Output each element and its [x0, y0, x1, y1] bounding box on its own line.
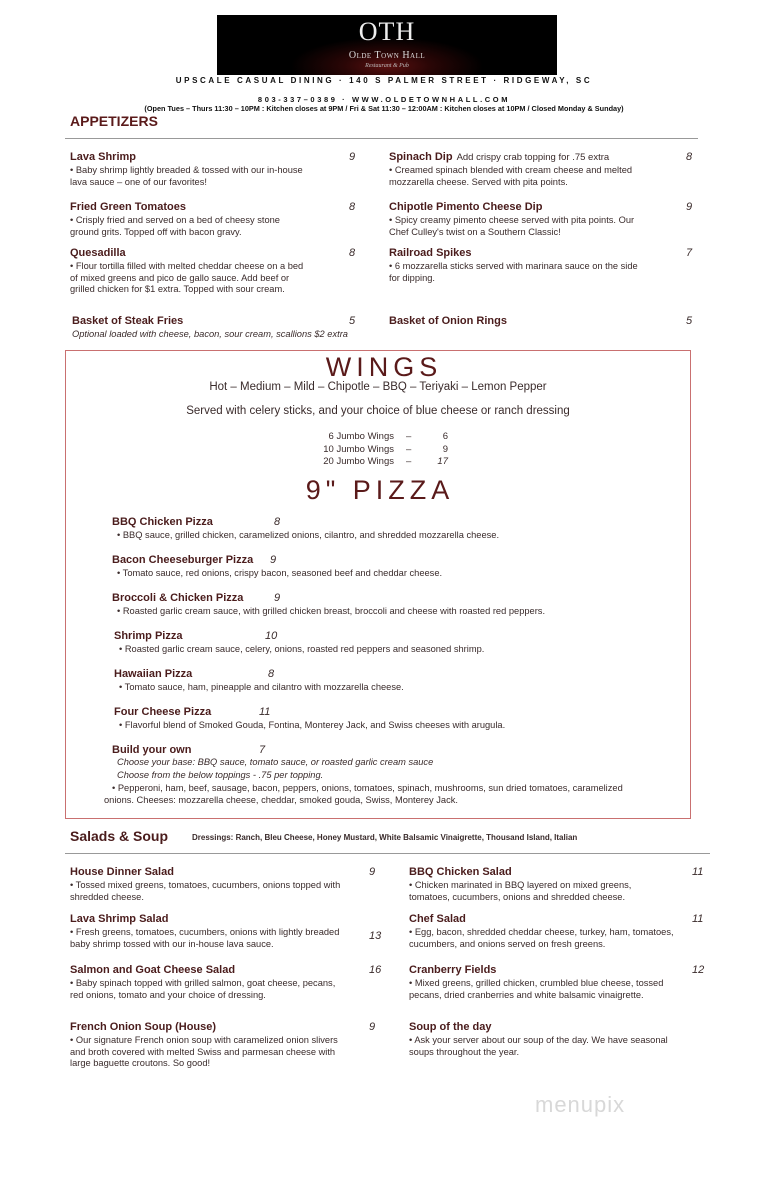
item-name	[70, 151, 310, 163]
item-price: 5	[349, 315, 356, 327]
item-description: • Chicken marinated in BBQ layered on mixed greens, tomatoes, cucumbers, onions and shredded cheese.	[409, 880, 632, 902]
pizza-description: • Pepperoni, ham, beef, sausage, bacon, peppers, onions, tomatoes, spinach, mushrooms, sun dried tomatoes, caramelized onions. Cheeses: mozzarella cheese, cheddar, smoked gouda, Swiss, Monterey Jack.	[104, 783, 623, 805]
item-price: 11	[692, 866, 704, 878]
item-name-text: Fried Green Tomatoes	[70, 201, 186, 213]
wing-size-dash: –	[406, 456, 412, 467]
pizza-price: 10	[265, 630, 278, 642]
menu-item	[70, 913, 345, 950]
item-name-text: French Onion Soup (House)	[70, 1021, 217, 1033]
wing-size-dash: –	[406, 431, 412, 442]
item-price: 8	[686, 151, 693, 163]
pizza-name: Bacon Cheeseburger Pizza	[112, 554, 254, 566]
item-name	[70, 913, 345, 925]
watermark: menupix	[535, 1092, 626, 1117]
item-description: • Flour tortilla filled with melted cheddar cheese on a bed of mixed greens and pico de gallo sauce. Add beef or grilled chicken for $1 extra. Topped with sour cream.	[70, 261, 304, 294]
pizza-item	[114, 706, 654, 732]
item-name-text: Lava Shrimp Salad	[70, 913, 169, 925]
pizza-name: Four Cheese Pizza	[114, 706, 212, 718]
item-name-text: Quesadilla	[70, 247, 126, 259]
item-description: • Tossed mixed greens, tomatoes, cucumbers, onions topped with shredded cheese.	[70, 880, 341, 902]
item-price: 9	[349, 151, 356, 163]
item-description: • Ask your server about our soup of the day. We have seasonal soups throughout the year.	[409, 1035, 668, 1057]
divider	[65, 138, 698, 139]
item-description: • Mixed greens, grilled chicken, crumbled blue cheese, tossed pecans, dried cranberries and white balsamic vinaigrette.	[409, 978, 664, 1000]
menu-item	[389, 151, 649, 188]
menu-item	[409, 1021, 674, 1058]
item-price: 9	[369, 866, 376, 878]
pizza-name: Shrimp Pizza	[114, 630, 183, 642]
item-name	[409, 913, 674, 925]
logo-name: Olde Town Hall	[348, 50, 426, 61]
pizza-item	[112, 592, 652, 618]
menu-item	[389, 201, 649, 238]
contact-line: 803-337–0389 · WWW.OLDETOWNHALL.COM	[257, 95, 511, 104]
item-name-text: Soup of the day	[409, 1021, 492, 1033]
wing-flavors: Hot – Medium – Mild – Chipotle – BBQ – Teriyaki – Lemon Pepper	[209, 381, 547, 393]
item-name-text: Basket of Onion Rings	[389, 315, 507, 327]
pizza-toppings-note: Choose from the below toppings - .75 per topping.	[117, 769, 324, 780]
pizza-price: 9	[270, 554, 277, 566]
salads-heading: Salads & Soup	[70, 828, 169, 844]
wing-size-label: 20 Jumbo Wings	[323, 456, 394, 467]
item-price: 9	[686, 201, 693, 213]
menu-item	[70, 1021, 345, 1070]
item-description: Optional loaded with cheese, bacon, sour cream, scallions $2 extra	[72, 329, 348, 339]
item-description: • Baby spinach topped with grilled salmon, goat cheese, pecans, red onions, tomato and your choice of dressing.	[70, 978, 336, 1000]
item-description: • Egg, bacon, shredded cheddar cheese, turkey, ham, tomatoes, cucumbers, and onions served on fresh greens.	[409, 927, 674, 949]
item-name	[70, 866, 345, 878]
item-name	[409, 866, 674, 878]
item-price: 11	[692, 913, 704, 925]
pizza-description: • Tomato sauce, ham, pineapple and cilantro with mozzarella cheese.	[119, 682, 404, 692]
wing-size-dash: –	[406, 443, 412, 455]
wing-size-label: 10 Jumbo Wings	[323, 443, 394, 455]
item-name	[389, 201, 649, 213]
item-name	[70, 201, 310, 213]
logo-mark: OTH	[358, 17, 416, 46]
pizza-description: • Roasted garlic cream sauce, celery, onions, roasted red peppers and seasoned shrimp.	[119, 644, 485, 654]
wing-size-price: 9	[442, 443, 448, 455]
pizza-heading: 9" PIZZA	[305, 475, 455, 505]
item-name	[70, 964, 345, 976]
item-price: 8	[349, 247, 356, 259]
pizza-name: Hawaiian Pizza	[114, 668, 193, 680]
menu-item	[70, 866, 345, 903]
item-name-text: Spinach Dip	[389, 151, 453, 163]
menu-item	[409, 866, 674, 903]
pizza-description: • Tomato sauce, red onions, crispy bacon, seasoned beef and cheddar cheese.	[117, 568, 443, 578]
logo-subtitle: Restaurant & Pub	[365, 63, 409, 69]
menu-item	[70, 151, 310, 188]
item-description: • Baby shrimp lightly breaded & tossed with our in-house lava sauce – one of our favorites!	[70, 165, 303, 187]
pizza-item	[104, 744, 652, 806]
pizza-price: 9	[274, 592, 281, 604]
item-name-text: Basket of Steak Fries	[72, 315, 184, 327]
item-description: • Fresh greens, tomatoes, cucumbers, onions with lightly breaded baby shrimp tossed with our in-house lava sauce.	[70, 927, 340, 949]
item-name	[409, 964, 674, 976]
pizza-description: • Flavorful blend of Smoked Gouda, Fontina, Monterey Jack, and Swiss cheeses with arugula.	[119, 720, 506, 730]
item-name-text: Lava Shrimp	[70, 151, 137, 163]
pizza-price: 7	[259, 744, 266, 756]
hours-line: (Open Tues – Thurs 11:30 – 10PM : Kitchen closes at 9PM / Fri & Sat 11:30 – 12:00AM : Kitchen closes at 10PM / Closed Monday & Sunday)	[144, 104, 624, 113]
pizza-name: Broccoli & Chicken Pizza	[112, 592, 244, 604]
item-description: • Spicy creamy pimento cheese served with pita points. Our Chef Culley's twist on a Southern Classic!	[389, 215, 635, 237]
pizza-description: • Roasted garlic cream sauce, with grilled chicken breast, broccoli and cheese with roasted red peppers.	[117, 606, 546, 616]
item-description: • 6 mozzarella sticks served with marinara sauce on the side for dipping.	[389, 261, 638, 283]
item-name-text: Chef Salad	[409, 913, 466, 925]
pizza-price: 8	[274, 516, 281, 528]
item-name-text: Chipotle Pimento Cheese Dip	[389, 201, 543, 213]
pizza-name: BBQ Chicken Pizza	[112, 516, 213, 528]
item-name	[389, 315, 649, 327]
menu-item	[389, 315, 649, 327]
restaurant-logo	[217, 15, 557, 75]
item-name-text: Salmon and Goat Cheese Salad	[70, 964, 236, 976]
item-price: 13	[369, 930, 382, 942]
menu-item	[409, 964, 674, 1001]
item-name-text: BBQ Chicken Salad	[409, 866, 512, 878]
item-price: 8	[349, 201, 356, 213]
item-name	[70, 1021, 345, 1033]
pizza-item	[114, 668, 654, 694]
item-description: • Crisply fried and served on a bed of cheesy stone ground grits. Topped off with bacon gravy.	[70, 215, 280, 237]
item-name	[72, 315, 372, 327]
menu-item	[389, 247, 649, 284]
pizza-description: • BBQ sauce, grilled chicken, caramelized onions, cilantro, and shredded mozzarella cheese.	[117, 530, 500, 540]
pizza-price: 8	[268, 668, 275, 680]
menu-item	[70, 247, 310, 296]
menu-item	[72, 315, 372, 341]
dressings-note: Dressings: Ranch, Bleu Cheese, Honey Mustard, White Balsamic Vinaigrette, Thousand Island, Italian	[192, 833, 578, 842]
item-price: 9	[369, 1021, 376, 1033]
pizza-base: Choose your base: BBQ sauce, tomato sauce, or roasted garlic cream sauce	[117, 757, 434, 767]
wing-size-label: 6 Jumbo Wings	[328, 431, 394, 442]
item-name	[389, 247, 649, 259]
wing-size-price: 6	[442, 431, 448, 442]
item-name	[409, 1021, 674, 1033]
pizza-item	[114, 630, 654, 656]
item-name-text: House Dinner Salad	[70, 866, 174, 878]
pizza-price: 11	[259, 706, 271, 718]
wing-size-price: 17	[437, 456, 448, 467]
item-price: 16	[369, 964, 382, 976]
menu-item	[70, 964, 345, 1001]
tagline: UPSCALE CASUAL DINING · 140 S PALMER STREET · RIDGEWAY, SC	[175, 76, 593, 85]
wing-served-with: Served with celery sticks, and your choice of blue cheese or ranch dressing	[186, 405, 570, 417]
wings-heading: WINGS	[325, 352, 443, 382]
item-note: Add crispy crab topping for .75 extra	[456, 152, 610, 163]
item-price: 12	[692, 964, 705, 976]
pizza-item	[112, 554, 652, 580]
menu-item	[70, 201, 310, 238]
item-name	[389, 151, 649, 163]
divider	[65, 853, 710, 854]
pizza-item	[112, 516, 652, 542]
item-price: 7	[686, 247, 693, 259]
item-name-text: Cranberry Fields	[409, 964, 497, 976]
item-name-text: Railroad Spikes	[389, 247, 472, 259]
menu-item	[409, 913, 674, 950]
item-price: 5	[686, 315, 693, 327]
pizza-name: Build your own	[112, 744, 192, 756]
item-name	[70, 247, 310, 259]
item-description: • Our signature French onion soup with caramelized onion slivers and broth covered with melted Swiss and parmesan cheese with large baguette croutons. So good!	[70, 1035, 338, 1068]
item-description: • Creamed spinach blended with cream cheese and melted mozzarella cheese. Served with pita points.	[389, 165, 633, 187]
appetizers-heading: APPETIZERS	[70, 113, 158, 129]
